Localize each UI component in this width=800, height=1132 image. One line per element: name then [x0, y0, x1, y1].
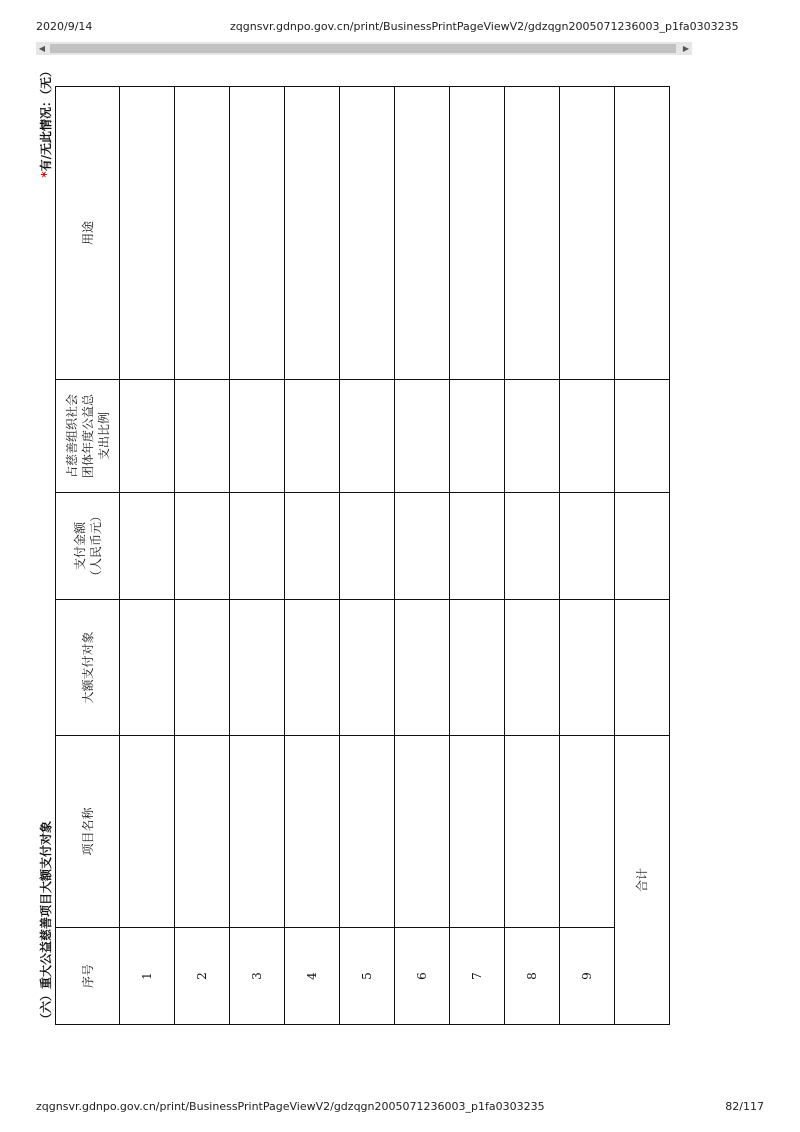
cell-payee	[120, 600, 175, 736]
cell-ratio	[560, 380, 615, 493]
cell-ratio	[505, 380, 560, 493]
table-row	[395, 87, 450, 1025]
row-seq: 9	[560, 928, 615, 1025]
print-url-footer: zqgnsvr.gdnpo.gov.cn/print/BusinessPrintPageViewV2/gdzqgn2005071236003_p1fa0303235	[36, 1100, 545, 1113]
cell-project	[560, 736, 615, 928]
section-title: （六）重大公益慈善项目大额支付对象	[39, 820, 53, 1025]
cell-ratio	[285, 380, 340, 493]
large-payment-table	[55, 86, 670, 1025]
print-url-header: zqgnsvr.gdnpo.gov.cn/print/BusinessPrintPageViewV2/gdzqgn2005071236003_p1fa0303235	[230, 20, 739, 33]
table-row	[450, 87, 505, 1025]
cell-ratio	[450, 380, 505, 493]
print-date: 2020/9/14	[36, 20, 93, 33]
cell-payee	[285, 600, 340, 736]
cell-payee	[450, 600, 505, 736]
cell-purpose	[120, 87, 175, 380]
table-row	[175, 87, 230, 1025]
status-label: 有/无此情况：（无）	[39, 65, 53, 172]
cell-purpose	[230, 87, 285, 380]
cell-project	[120, 736, 175, 928]
cell-purpose	[505, 87, 560, 380]
cell-payee	[340, 600, 395, 736]
cell-payee	[175, 600, 230, 736]
total-amount	[615, 493, 670, 600]
cell-amount	[230, 493, 285, 600]
cell-payee	[560, 600, 615, 736]
cell-amount	[450, 493, 505, 600]
cell-ratio	[175, 380, 230, 493]
required-star: *	[39, 171, 53, 178]
row-seq: 6	[395, 928, 450, 1025]
cell-ratio	[120, 380, 175, 493]
header-row	[56, 87, 120, 1025]
total-ratio	[615, 380, 670, 493]
cell-purpose	[340, 87, 395, 380]
cell-payee	[230, 600, 285, 736]
header-ratio-line3: 支出比例	[96, 412, 111, 461]
status-indicator	[37, 65, 54, 178]
row-seq: 5	[340, 928, 395, 1025]
cell-ratio	[340, 380, 395, 493]
cell-purpose	[175, 87, 230, 380]
table-row	[285, 87, 340, 1025]
cell-payee	[395, 600, 450, 736]
row-seq: 3	[230, 928, 285, 1025]
scroll-left-arrow-icon[interactable]: ◀	[38, 44, 46, 53]
total-label: 合计	[615, 736, 670, 1025]
header-project: 项目名称	[56, 736, 120, 928]
table-row	[560, 87, 615, 1025]
scroll-right-arrow-icon[interactable]: ▶	[682, 44, 690, 53]
header-seq: 序号	[56, 928, 120, 1025]
header-ratio-line2: 团体年度公益总	[80, 394, 95, 479]
table-row	[340, 87, 395, 1025]
cell-project	[285, 736, 340, 928]
scrollbar-thumb[interactable]	[50, 44, 676, 53]
row-seq: 1	[120, 928, 175, 1025]
table-row	[230, 87, 285, 1025]
cell-project	[230, 736, 285, 928]
row-seq: 2	[175, 928, 230, 1025]
table-row	[505, 87, 560, 1025]
cell-purpose	[285, 87, 340, 380]
cell-amount	[285, 493, 340, 600]
page-number: 82/117	[725, 1100, 764, 1113]
header-payee: 大额支付对象	[56, 600, 120, 736]
header-ratio	[56, 380, 120, 493]
cell-purpose	[560, 87, 615, 380]
row-seq: 4	[285, 928, 340, 1025]
cell-amount	[340, 493, 395, 600]
header-amount-line1: 支付金额	[72, 522, 87, 571]
cell-amount	[505, 493, 560, 600]
cell-ratio	[395, 380, 450, 493]
cell-ratio	[230, 380, 285, 493]
header-amount	[56, 493, 120, 600]
cell-project	[450, 736, 505, 928]
cell-project	[505, 736, 560, 928]
cell-amount	[395, 493, 450, 600]
header-purpose: 用途	[56, 87, 120, 380]
row-seq: 8	[505, 928, 560, 1025]
rotated-page	[37, 65, 677, 1025]
cell-amount	[120, 493, 175, 600]
cell-amount	[560, 493, 615, 600]
cell-purpose	[450, 87, 505, 380]
total-payee	[615, 600, 670, 736]
cell-amount	[175, 493, 230, 600]
cell-project	[395, 736, 450, 928]
cell-project	[340, 736, 395, 928]
cell-payee	[505, 600, 560, 736]
table-row	[120, 87, 175, 1025]
total-row	[615, 87, 670, 1025]
row-seq: 7	[450, 928, 505, 1025]
cell-project	[175, 736, 230, 928]
total-purpose	[615, 87, 670, 380]
header-ratio-line1: 占慈善组织社会	[64, 394, 79, 479]
cell-purpose	[395, 87, 450, 380]
header-amount-line2: （人民币元）	[88, 510, 103, 583]
horizontal-scrollbar[interactable]	[36, 42, 692, 55]
